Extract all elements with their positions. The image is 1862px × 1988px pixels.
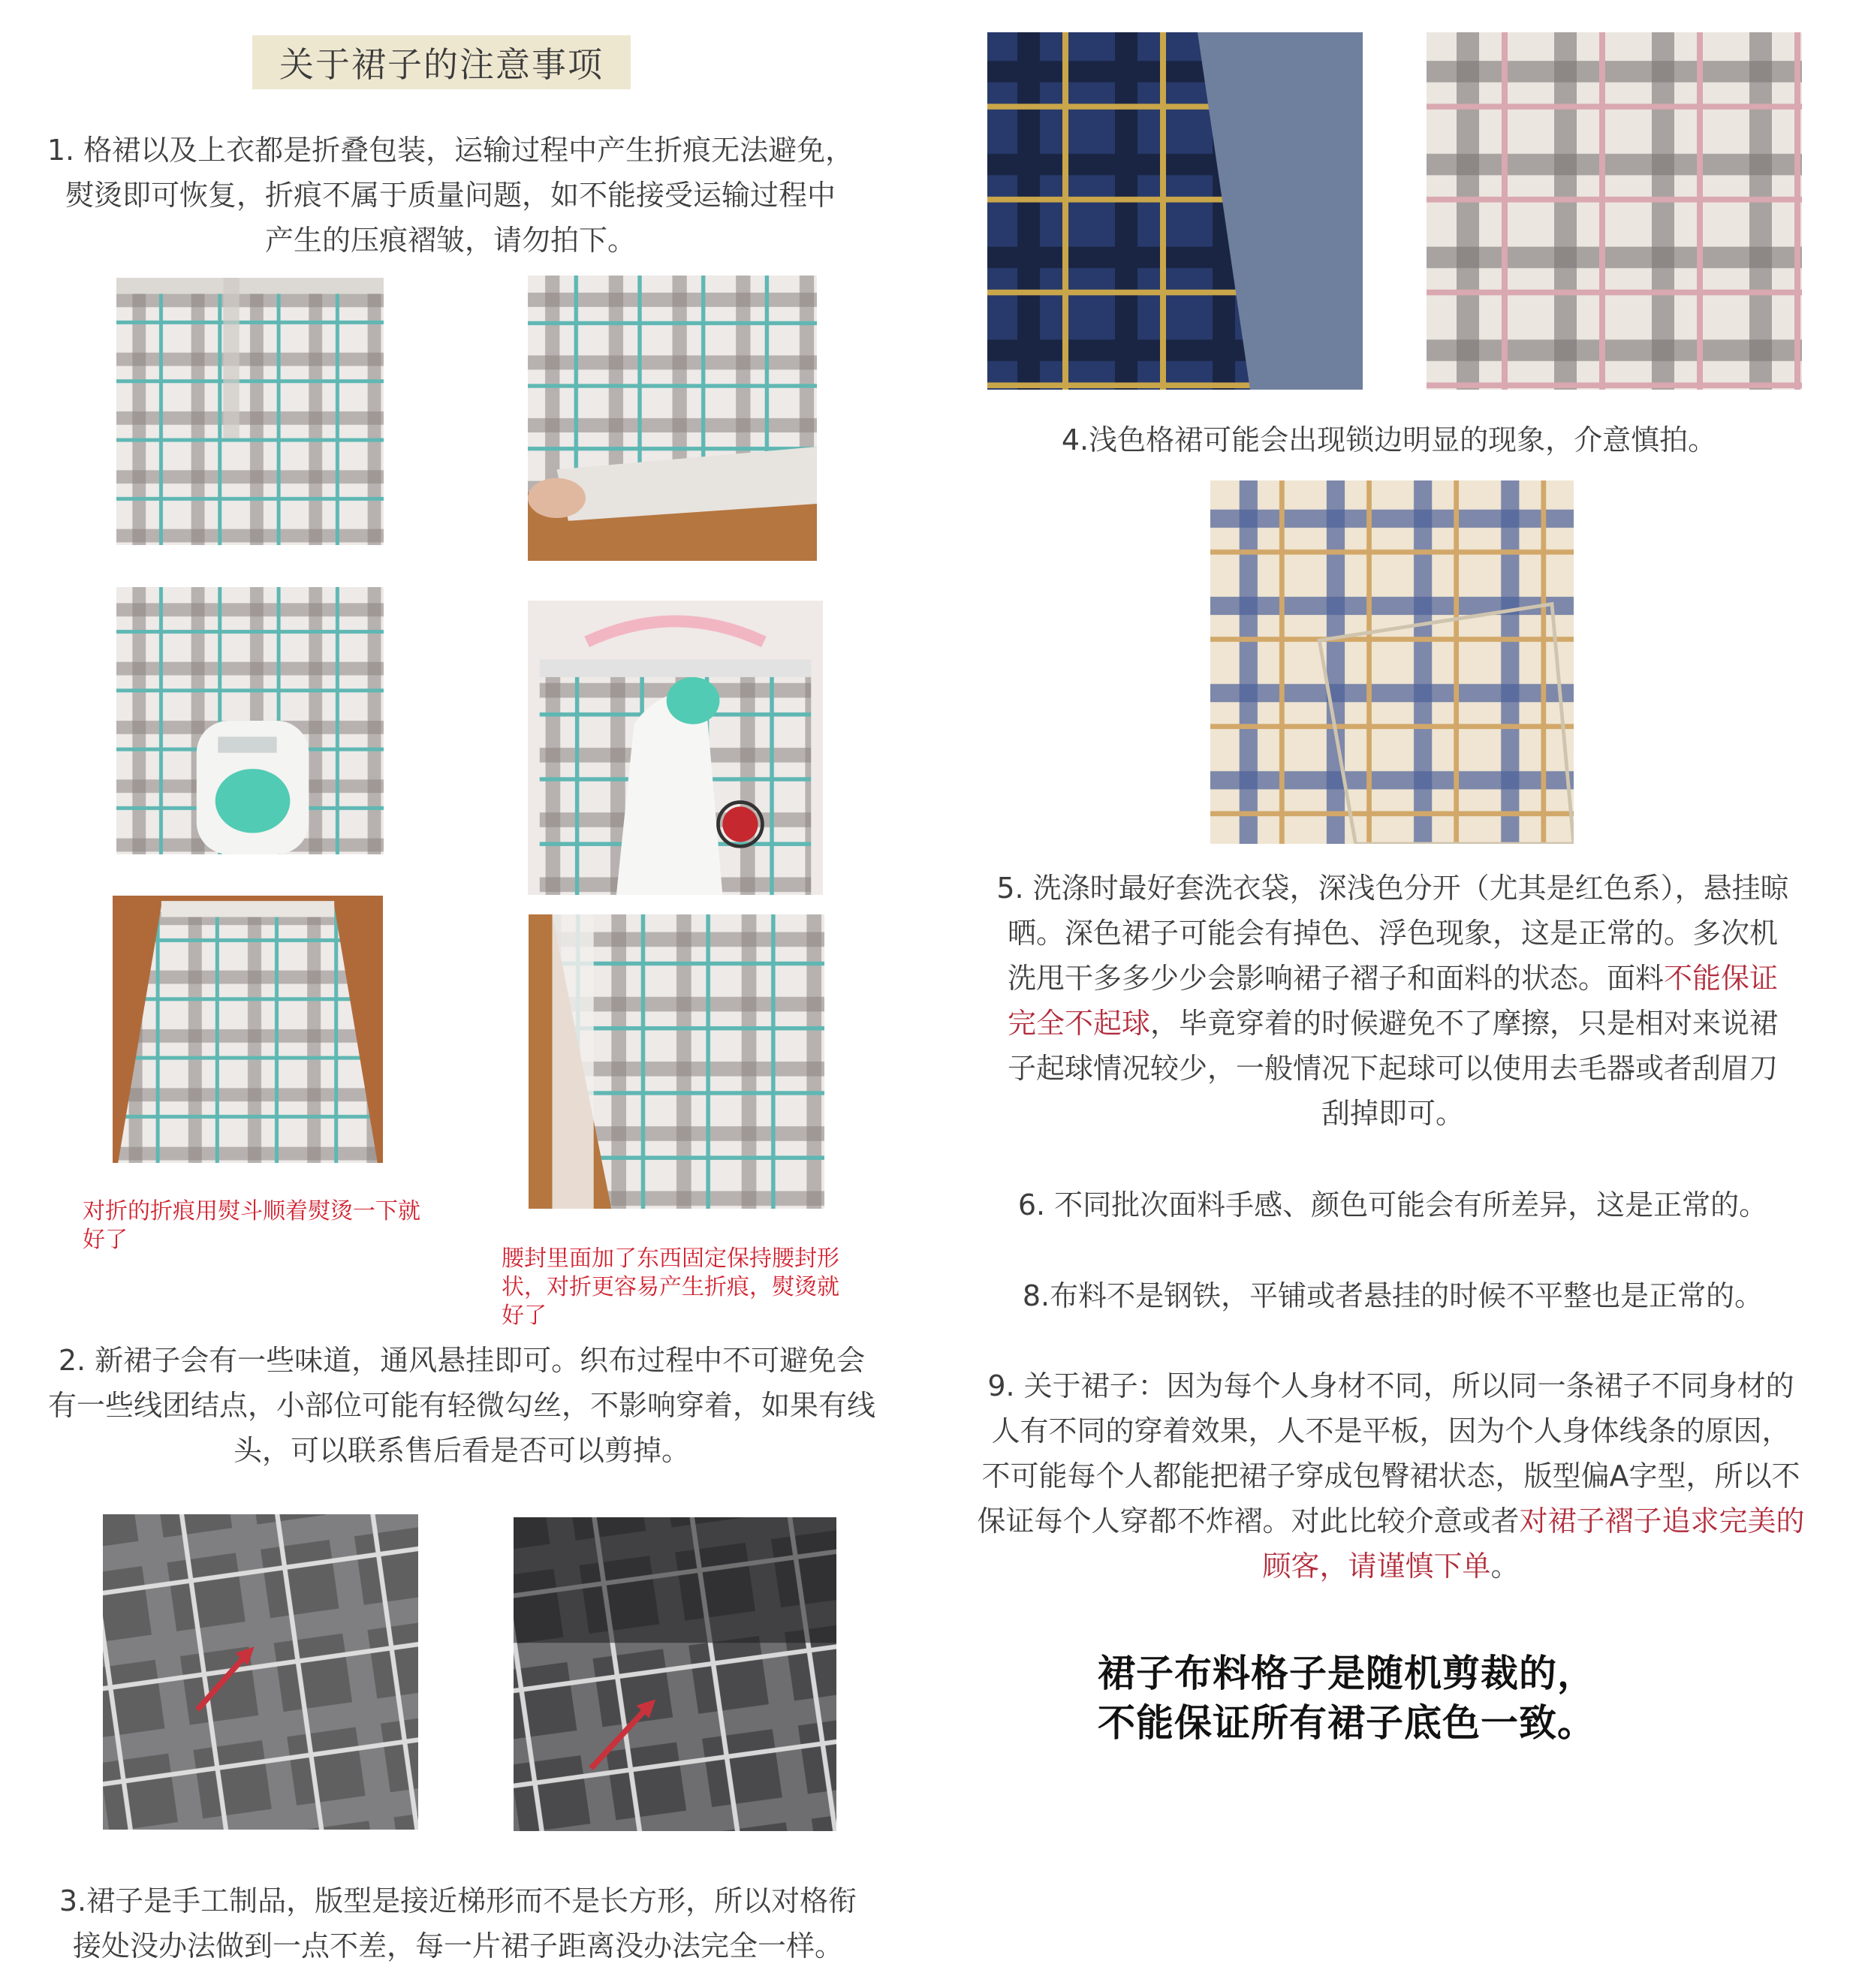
note-section-6: 6. 不同批次面料手感、颜色可能会有所差异，这是正常的。 <box>1017 1188 1768 1221</box>
note-section-9-text: 9. 关于裙子：因为每个人身材不同，所以同一条裙子不同身材的 人有不同的穿着效果，人不是平板，因为个人身体线条的原因， 不可能每个人都能把裙子穿成包臀裙状态，版型偏A字型，所以不 保证每个人穿都不炸褶。对此比较介意或者 <box>977 1369 1800 1538</box>
note-section-2: 2. 新裙子会有一些味道，通风悬挂即可。织布过程中不可避免会 有一些线团结点，小部位可能有轻微勾丝，不影响穿着，如果有线 头，可以联系售后看是否可以剪掉。 <box>47 1344 875 1467</box>
final-bold-note: 裙子布料格子是随机剪裁的， 不能保证所有裙子底色一致。 <box>1098 1652 1595 1745</box>
photo-beige-plaid-layers-icon <box>1210 480 1574 844</box>
photo-navy-plaid-edge-icon <box>987 32 1363 390</box>
photo-knot-closeup-1-icon <box>103 1514 418 1830</box>
photo-skirt-front-icon <box>116 278 384 545</box>
photo-pink-plaid-edge-icon <box>1427 32 1802 390</box>
photo-waistband-closeup-icon <box>529 914 824 1209</box>
photo-steamer-hanging-icon <box>528 601 823 895</box>
note-section-1: 1. 格裙以及上衣都是折叠包装，运输过程中产生折痕无法避免， 熨烫即可恢复，折痕不属于质量问题，如不能接受运输过程中 产生的压痕褶皱，请勿拍下。 <box>47 134 854 257</box>
note-section-5-text-end: ，毕竟穿着的时候避免不了摩擦，只是相对来说裙 子起球情况较少，一般情况下起球可以使用去毛器或者刮眉刀 刮掉即可。 <box>1007 1007 1779 1130</box>
note-section-5-text: 5. 洗涤时最好套洗衣袋，深浅色分开（尤其是红色系），悬挂晾 晒。深色裙子可能会有掉色、浮色现象，这是正常的。多次机 洗甩干多多少少会影响裙子褶子和面料的状态。面料 <box>996 872 1789 995</box>
note-section-5-warning: 不能保证 完全不起球 <box>1007 962 1779 1040</box>
note-red-fold-tip: 对折的折痕用熨斗顺着熨烫一下就 好了 <box>83 1198 420 1253</box>
note-section-8: 8.布料不是钢铁，平铺或者悬挂的时候不平整也是正常的。 <box>1022 1279 1764 1312</box>
note-section-9-warning: 对裙子褶子追求完美的 顾客，请谨慎下单 <box>1262 1505 1805 1583</box>
note-section-3: 3.裙子是手工制品，版型是接近梯形而不是长方形，所以对格衔 接处没办法做到一点不差，每一片裙子距离没办法完全一样。 <box>59 1884 857 1962</box>
photo-steamer-on-fabric-icon <box>116 587 384 854</box>
photo-skirt-hem-fold-icon <box>528 276 817 561</box>
note-section-5 <box>939 866 1847 1136</box>
photo-skirt-pleated-icon <box>113 896 383 1163</box>
note-section-9-end: 。 <box>1490 1550 1520 1583</box>
page-title: 关于裙子的注意事项 <box>252 35 631 89</box>
note-red-waistband-tip: 腰封里面加了东西固定保持腰封形 状，对折更容易产生折痕，熨烫就 好了 <box>502 1246 839 1329</box>
photo-knot-closeup-2-icon <box>514 1517 836 1831</box>
note-section-4: 4.浅色格裙可能会出现锁边明显的现象，介意慎拍。 <box>1061 423 1717 456</box>
note-section-9 <box>931 1363 1851 1589</box>
